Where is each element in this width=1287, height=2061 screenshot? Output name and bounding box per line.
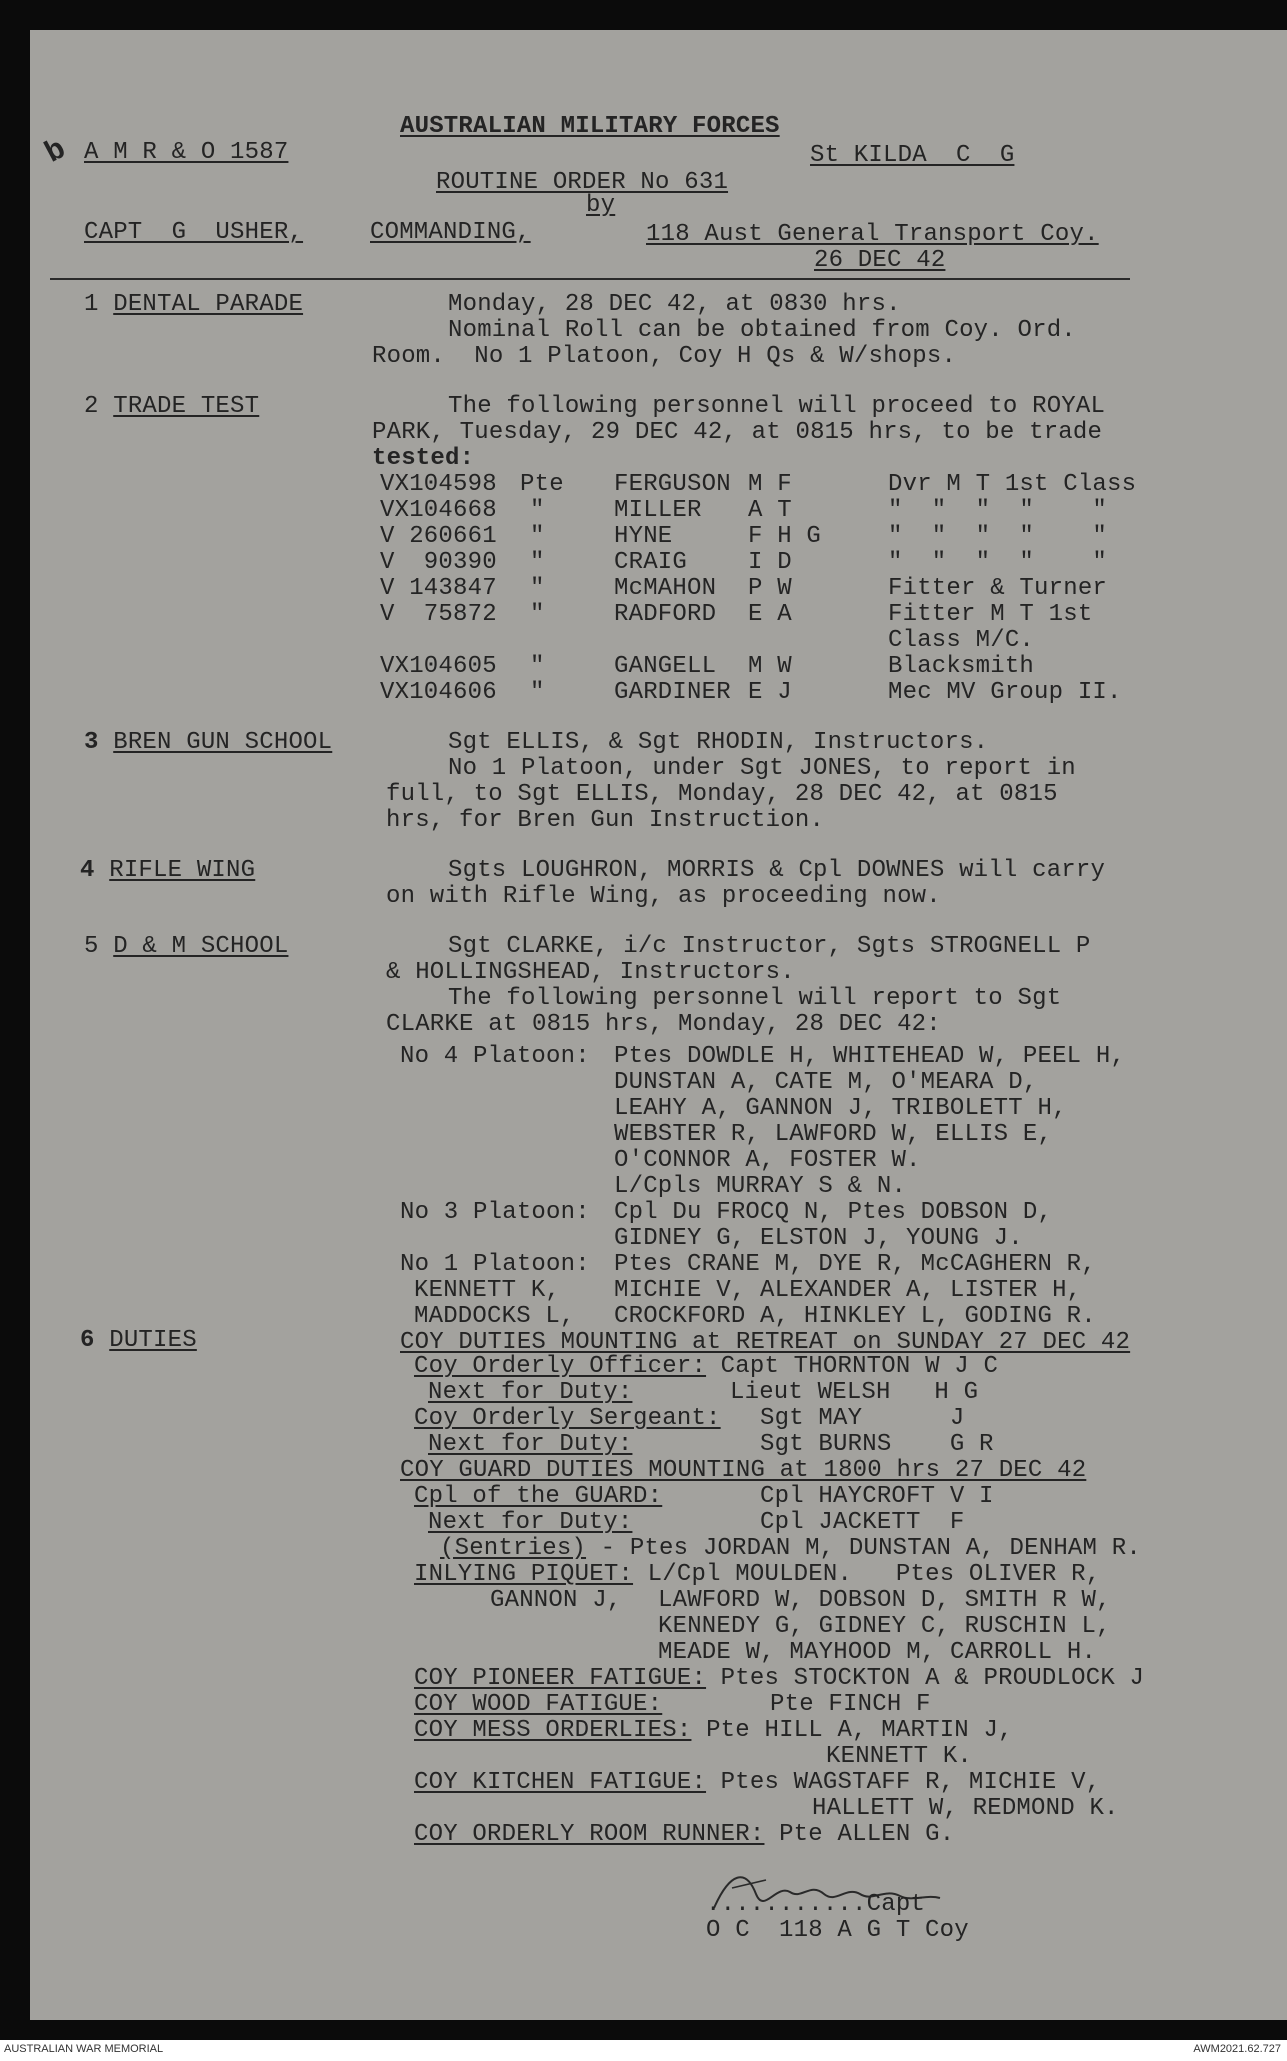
s3-line: No 1 Platoon, under Sgt JONES, to report in (448, 755, 1076, 782)
commanding-label: COMMANDING, (370, 219, 531, 246)
s2-line: PARK, Tuesday, 29 DEC 42, at 0815 hrs, to be trade (372, 419, 1103, 446)
s1-line: Nominal Roll can be obtained from Coy. Ord. (448, 317, 1076, 344)
order-title: ROUTINE ORDER No 631 (436, 169, 729, 196)
section-2-heading: 2 TRADE TEST (84, 393, 260, 420)
header-rule (50, 278, 1130, 280)
section-1-heading: 1 DENTAL PARADE (84, 291, 304, 318)
s3-line: hrs, for Bren Gun Instruction. (386, 807, 825, 834)
s1-line: Room. No 1 Platoon, Coy H Qs & W/shops. (372, 343, 957, 370)
guard-mounting: COY GUARD DUTIES MOUNTING at 1800 hrs 27 DEC 42 (400, 1457, 1087, 1484)
s4-line: on with Rifle Wing, as proceeding now. (386, 883, 941, 910)
location: St KILDA C G (810, 142, 1015, 169)
by-label: by (586, 192, 616, 219)
order-date: 26 DEC 42 (814, 247, 946, 274)
footer-credit: AUSTRALIAN WAR MEMORIAL (4, 2043, 164, 2055)
routine-order-page: b AUSTRALIAN MILITARY FORCES A M R & O 1587 St KILDA C G ROUTINE ORDER No 631 by CAPT G USHER, COMMANDING, 118 Aust General Transport Coy. 26 DEC 42 1 DENTAL PARADE Monday, 28 DEC 42, at 0830 hrs. Nominal Roll can be obtained from Coy. Ord. Room. No 1 Platoon, Coy H Qs & W/shops. 2 TRADE TEST The following personnel will proceed to ROYAL PARK, Tuesday, 29 DEC 42, at 0815 hrs, to be trade tested: VX104598 Pte FERGUSON M F Dvr M T 1st Class VX104668 " MILLER A T " " " " " V 260661 " HYNE F H G " " " " " V 90390 " CRAIG I D " " " " " V 143847 " McMAHON P W Fitter & Turner V 75872 " RADFORD E A Fitter M T 1st Class M/C. VX104605 " GANGELL M W Blacksmith VX104606 " GARDINER E J Mec MV Group II. 3 BREN GUN SCHOOL Sgt ELLIS, & Sgt RHODIN, Instructors. No 1 Platoon, under Sgt JONES, to report in full, to Sgt ELLIS, Monday, 28 DEC 42, at 0815 hrs, for Bren Gun Instruction. 4 RIFLE WING Sgts LOUGHRON, MORRIS & Cpl DOWNES will carry on with Rifle Wing, as proceeding now. 5 D & M SCHOOL Sgt CLARKE, i/c Instructor, Sgts STROGNELL P & HOLLINGSHEAD, Instructors. The following personnel will report to Sgt CLARKE at 0815 hrs, Monday, 28 DEC 42: No 4 Platoon: Ptes DOWDLE H, WHITEHEAD W, PEEL H, DUNSTAN A, CATE M, O'MEARA D, LEAHY A, GANNON J, TRIBOLETT H, WEBSTER R, LAWFORD W, ELLIS E, O'CONNOR A, FOSTER W. L/Cpls MURRAY S & N. No 3 Platoon: Cpl Du FROCQ N, Ptes DOBSON D, GIDNEY G, ELSTON J, YOUNG J. No 1 Platoon: Ptes CRANE M, DYE R, McCAGHERN R, KENNETT K, MICHIE V, ALEXANDER A, LISTER H, MADDOCKS L, CROCKFORD A, HINKLEY L, GODING R. 6 DUTIES COY DUTIES MOUNTING at RETREAT on SUNDAY 27 DEC 42 Coy Orderly Officer: Capt THORNTON W J C Next for Duty: Lieut WELSH H G Coy Orderly Sergeant: Sgt MAY J Next for Duty: Sgt BURNS G R COY GUARD DUTIES MOUNTING at 1800 hrs 27 DEC 42 Cpl of the GUARD: Cpl HAYCROFT V I Next for Duty: Cpl JACKETT F (Sentries) - Ptes JORDAN M, DUNSTAN A, DENHAM R. INLYING PIQUET: L/Cpl MOULDEN. Ptes OLIVER R, GANNON J, LAWFORD W, DOBSON D, SMITH R W, KENNEDY G, GIDNEY C, RUSCHIN L, MEADE W, MAYHOOD M, CARROLL H. COY PIONEER FATIGUE: Ptes STOCKTON A & PROUDLOCK J COY WOOD FATIGUE: Pte FINCH F COY MESS ORDERLIES: Pte HILL A, MARTIN J, KENNETT K. COY KITCHEN FATIGUE: Ptes WAGSTAFF R, MICHIE V, HALLETT W, REDMOND K. COY ORDERLY ROOM RUNNER: Pte ALLEN G. ...........Capt O C 118 A G T Coy (30, 30, 1287, 2020)
s5-line: Sgt CLARKE, i/c Instructor, Sgts STROGNELL P (448, 933, 1091, 960)
s2-line: The following personnel will proceed to ROYAL (448, 393, 1106, 420)
section-4-heading: 4 RIFLE WING (80, 857, 256, 884)
section-3-heading: 3 BREN GUN SCHOOL (84, 729, 333, 756)
commander-name: CAPT G USHER, (84, 219, 304, 246)
s5-line: CLARKE at 0815 hrs, Monday, 28 DEC 42: (386, 1011, 941, 1038)
platoon-3-label: No 3 Platoon: (400, 1199, 590, 1226)
s5-line: The following personnel will report to Sgt (448, 985, 1062, 1012)
duties-mounting: COY DUTIES MOUNTING at RETREAT on SUNDAY 27 DEC 42 (400, 1329, 1131, 1356)
reference-number: A M R & O 1587 (84, 139, 289, 166)
s4-line: Sgts LOUGHRON, MORRIS & Cpl DOWNES will carry (448, 857, 1106, 884)
org-title: AUSTRALIAN MILITARY FORCES (400, 113, 780, 140)
section-5-heading: 5 D & M SCHOOL (84, 933, 289, 960)
file-mark: b (40, 132, 73, 172)
s1-line: Monday, 28 DEC 42, at 0830 hrs. (448, 291, 901, 318)
s3-line: full, to Sgt ELLIS, Monday, 28 DEC 42, at 0815 (386, 781, 1058, 808)
platoon-4-label: No 4 Platoon: (400, 1043, 590, 1070)
s5-line: & HOLLINGSHEAD, Instructors. (386, 959, 795, 986)
platoon-1-label: No 1 Platoon: (400, 1251, 590, 1278)
s3-line: Sgt ELLIS, & Sgt RHODIN, Instructors. (448, 729, 989, 756)
footer-bar (0, 2040, 1287, 2061)
unit-name: 118 Aust General Transport Coy. (646, 221, 1099, 248)
s2-line: tested: (372, 445, 475, 472)
signature-unit: O C 118 A G T Coy (706, 1917, 969, 1944)
section-6-heading: 6 DUTIES (80, 1327, 197, 1354)
footer-id: AWM2021.62.727 (1193, 2043, 1281, 2055)
